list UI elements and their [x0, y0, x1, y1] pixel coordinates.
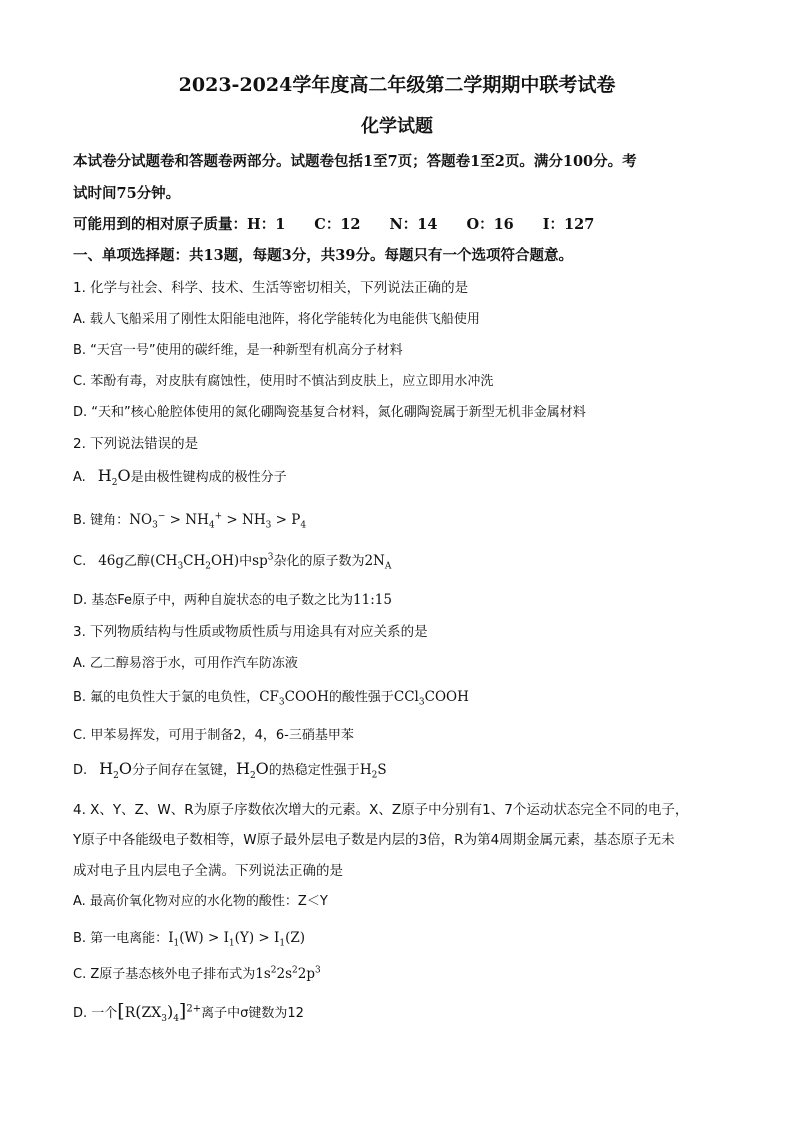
q4-option-b — [73, 927, 305, 949]
atomic-masses: 可能用到的相对原子质量：H：1 C：12 N：14 O：16 I：127 — [73, 216, 595, 233]
q2-c-mass: 46g — [98, 553, 125, 569]
q3-d-h2s: $H_2S$ — [359, 762, 387, 781]
q2-option-d — [73, 589, 392, 608]
exam-title: 2023-2024学年度高二年级第二学期期中联考试卷 — [178, 74, 616, 96]
q2-option-b — [73, 509, 307, 531]
q4-option-c — [73, 963, 321, 982]
exam-subtitle: 化学试题 — [361, 116, 433, 137]
q2-c-ethanol: $(CH_3CH_2OH)$ — [150, 553, 240, 572]
q3-option-a: A. 乙二醇易溶于水，可用作汽车防冻液 — [73, 656, 298, 671]
q2-a-formula: $H_2O$ — [97, 466, 131, 489]
q3-d-mid1: 分子间存在氢键， — [131, 763, 236, 778]
q1-option-b: B. “天宫一号”使用的碳纤维，是一种新型有机高分子材料 — [73, 343, 403, 358]
q2-c-mid1: 乙醇 — [124, 554, 151, 569]
q2-b-formula: $NO_3^- > NH_4^+ > NH_3 > P_4$ — [129, 511, 307, 531]
q4-stem-line-1: 4. X、Y、Z、W、R为原子序数依次增大的元素。X、Z原子中分别有1、7个运动状态完全不同的电子， — [73, 802, 689, 818]
q3-option-c: C. 甲苯易挥发，可用于制备2，4，6-三硝基甲苯 — [73, 728, 354, 743]
q2-d-label: D. 基态Fe原子中，两种自旋状态的电子数之比为 — [73, 593, 354, 608]
q2-c-sp3: $sp^3$ — [252, 552, 274, 569]
intro-line-2: 试时间75分钟。 — [73, 185, 181, 202]
q4-stem-line-3: 成对电子且内层电子全满。下列说法正确的是 — [73, 863, 343, 879]
q4-d-text: 离子中σ键数为12 — [201, 1006, 304, 1021]
q1-option-a: A. 载人飞船采用了刚性太阳能电池阵，将化学能转化为电能供飞船使用 — [73, 312, 480, 327]
q3-b-pre: B. 氟的电负性大于氯的电负性， — [73, 690, 260, 705]
q2-c-mid3: 杂化的原子数为 — [273, 554, 365, 569]
q2-a-text: 是由极性键构成的极性分子 — [130, 470, 287, 485]
q3-d-h2o-2: $H_2O$ — [235, 759, 269, 782]
q3-d-mid2: 的热稳定性强于 — [268, 763, 360, 778]
q4-b-label: B. 第一电离能： — [73, 931, 169, 946]
q3-stem: 3. 下列物质结构与性质或物质性质与用途具有对应关系的是 — [73, 624, 428, 640]
q1-stem: 1. 化学与社会、科学、技术、生活等密切相关，下列说法正确的是 — [73, 280, 469, 296]
q2-option-a — [73, 466, 287, 489]
q4-option-d — [73, 1000, 304, 1022]
q4-c-config: $1s^22s^22p^3$ — [255, 965, 321, 982]
q2-c-label: C. — [73, 554, 87, 569]
q4-d-complex: $[R(ZX_3)_4]^{2+}$ — [117, 1000, 202, 1024]
q3-b-cf3cooh: $CF_3COOH$ — [259, 689, 329, 708]
q2-b-label: B. 键角： — [73, 513, 130, 528]
q3-d-label: D. — [73, 763, 88, 778]
q2-stem: 2. 下列说法错误的是 — [73, 436, 199, 452]
q1-option-d: D. “天和”核心舱腔体使用的氮化硼陶瓷基复合材料，氮化硼陶瓷属于新型无机非金属材料 — [73, 405, 586, 420]
q2-option-c — [73, 550, 392, 572]
q2-c-na: $2N_A$ — [364, 553, 392, 572]
q4-c-label: C. Z原子基态核外电子排布式为 — [73, 967, 256, 982]
q2-d-ratio: 11:15 — [353, 592, 392, 608]
q4-b-formula: $I_1(W) > I_1(Y) > I_1(Z)$ — [168, 930, 305, 949]
q3-b-mid: 的酸性强于 — [328, 690, 394, 705]
q3-d-h2o-1: $H_2O$ — [99, 759, 132, 782]
q3-b-ccl3cooh: CCl$_3$COOH — [393, 689, 469, 708]
q2-c-mid2: 中 — [239, 554, 253, 569]
q4-d-label: D. 一个 — [73, 1006, 118, 1021]
q4-option-a: A. 最高价氧化物对应的水化物的酸性：Z＜Y — [73, 894, 328, 909]
q1-option-c: C. 苯酚有毒，对皮肤有腐蚀性，使用时不慎沾到皮肤上，应立即用水冲洗 — [73, 374, 494, 389]
q3-option-b — [73, 686, 469, 708]
intro-line-1: 本试卷分试题卷和答题卷两部分。试题卷包括1至7页；答题卷1至2页。满分100分。考 — [73, 153, 637, 170]
q3-option-d — [73, 759, 387, 782]
q2-a-label: A. — [73, 470, 86, 485]
q4-stem-line-2: Y原子中各能级电子数相等，W原子最外层电子数是内层的3倍，R为第4周期金属元素，基态原子无未 — [73, 832, 675, 848]
section-heading: 一、单项选择题：共13题，每题3分，共39分。每题只有一个选项符合题意。 — [73, 247, 573, 264]
